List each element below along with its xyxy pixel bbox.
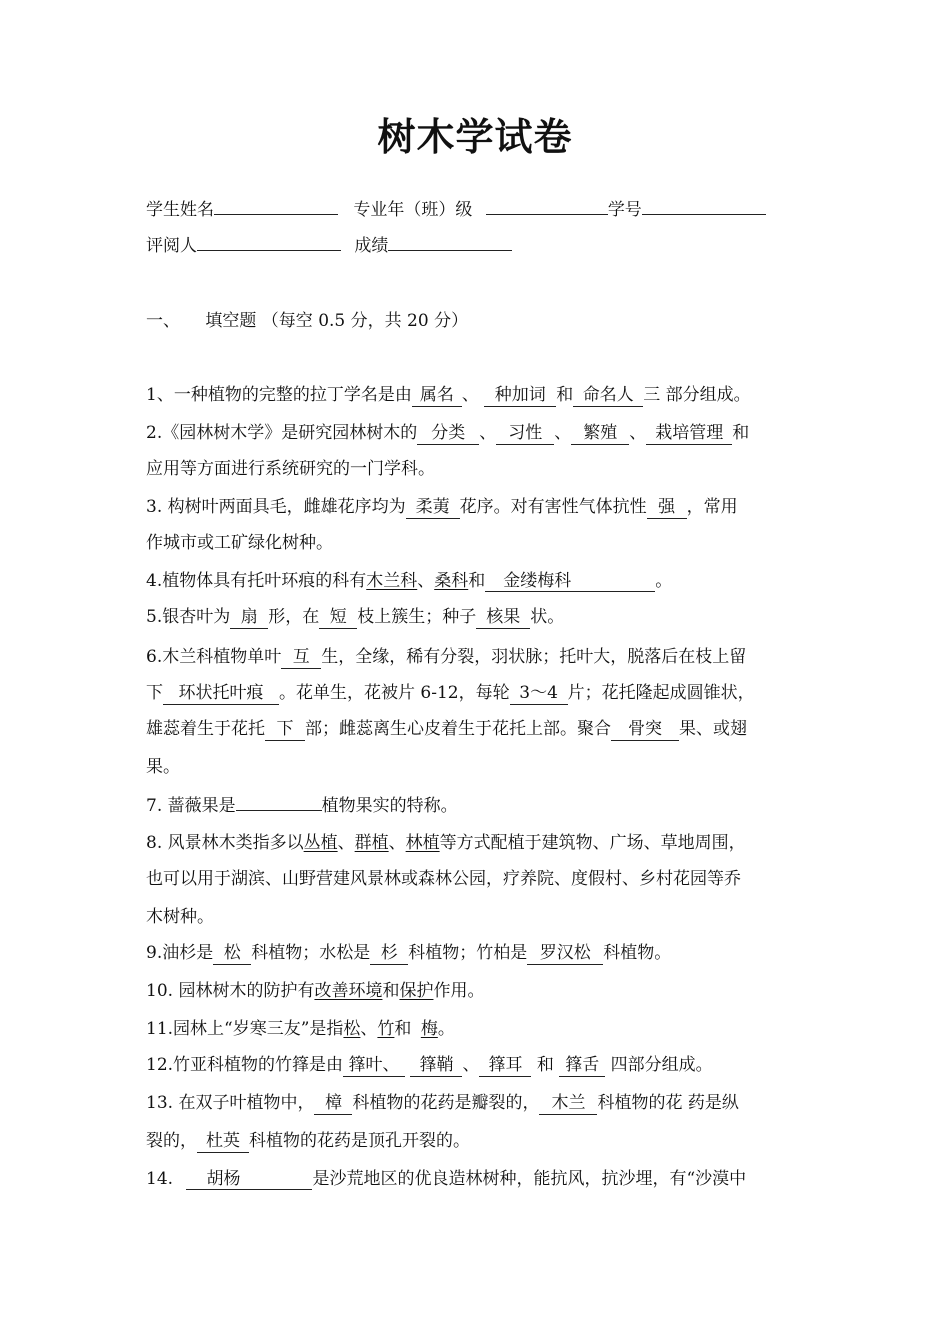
q2-sep-2: 、	[554, 423, 572, 443]
q11-text: 11.园林上“岁寒三友”是指	[146, 1019, 344, 1039]
section-heading	[146, 308, 468, 334]
question-1	[146, 382, 751, 408]
score-blank[interactable]	[388, 232, 512, 251]
q4-sep-1: 、	[417, 571, 435, 591]
q10-suffix: 作用。	[433, 981, 485, 1001]
question-13-line-2	[146, 1128, 470, 1154]
question-4	[146, 568, 672, 594]
q10-answer-1: 改善环境	[314, 981, 383, 1001]
q13-answer-1: 樟	[314, 1092, 352, 1115]
q11-answer-3: 梅	[420, 1019, 438, 1039]
q6-answer-3: 3～4	[510, 682, 568, 705]
q2-answer-3: 繁殖	[571, 422, 629, 445]
q9-suffix: 科植物。	[603, 943, 672, 963]
q5-text: 5.银杏叶为	[146, 607, 231, 627]
q8-answer-3: 林植	[405, 833, 440, 853]
q10-text: 10. 园林树木的防护有	[146, 981, 315, 1001]
question-6-line-3	[146, 716, 747, 742]
reviewer-label: 评阅人	[146, 236, 197, 256]
q5-mid-1: 形，在	[268, 607, 320, 627]
q8-suffix: 等方式配植于建筑物、广场、草地周围，	[439, 833, 746, 853]
q4-sep-2: 和	[468, 571, 486, 591]
q12-sep-2: 、	[462, 1055, 480, 1075]
question-2	[146, 420, 749, 446]
question-6	[146, 644, 746, 670]
q3-suffix: ，常用	[686, 497, 738, 517]
question-3	[146, 494, 738, 520]
q2-answer-2: 习性	[496, 422, 554, 445]
q12-sep-3: 和	[536, 1055, 554, 1075]
q12-text: 12.竹亚科植物的竹箨是由	[146, 1055, 344, 1075]
q1-answer-2: 种加词	[484, 384, 556, 407]
q4-answer-3: 金缕梅科	[485, 570, 655, 592]
q7-suffix: 植物果实的特称。	[321, 796, 458, 816]
header-line-1	[146, 196, 766, 222]
question-9	[146, 940, 671, 966]
q5-suffix: 状。	[530, 607, 565, 627]
q10-answer-2: 保护	[399, 981, 434, 1001]
section-title: 填空题 （每空 0.5 分，共 20 分）	[205, 311, 469, 331]
question-11	[146, 1016, 455, 1042]
q12-answer-3: 箨耳	[479, 1054, 531, 1077]
q11-answer-1: 松	[343, 1019, 361, 1039]
q3-mid: 花序。对有害性气体抗性	[459, 497, 647, 517]
student-name-blank[interactable]	[214, 196, 338, 215]
student-id-blank[interactable]	[642, 196, 766, 215]
q2-answer-1: 分类	[417, 422, 479, 445]
score-label: 成绩	[354, 236, 389, 256]
q13-line2-suffix: 科植物的花药是顶孔开裂的。	[249, 1131, 470, 1151]
q5-answer-1: 扇	[230, 606, 268, 629]
major-label: 专业年（班）级	[353, 200, 473, 220]
q12-answer-1: 箨叶、	[343, 1054, 405, 1077]
q3-answer-1: 柔荑	[406, 496, 460, 519]
q10-sep-1: 和	[382, 981, 400, 1001]
q12-suffix: 四部分组成。	[610, 1055, 713, 1075]
q13-answer-2: 木兰	[539, 1092, 597, 1115]
major-blank[interactable]	[486, 196, 608, 215]
q2-text: 2.《园林树木学》是研究园林树木的	[146, 423, 418, 443]
q11-sep-1: 、	[360, 1019, 378, 1039]
q9-answer-3: 罗汉松	[527, 942, 603, 965]
q8-answer-1: 丛植	[303, 833, 338, 853]
reviewer-blank[interactable]	[197, 232, 341, 251]
student-name-label: 学生姓名	[146, 200, 214, 220]
q4-suffix: 。	[655, 571, 673, 591]
q6-line2-mid: 。花单生，花被片 6-12，每轮	[279, 683, 510, 703]
q13-answer-3: 杜英	[197, 1130, 249, 1153]
q12-answer-4: 箨舌	[559, 1054, 605, 1077]
q14-text: 14.	[146, 1169, 174, 1189]
q6-text: 6.木兰科植物单叶	[146, 647, 282, 667]
q14-suffix: 是沙荒地区的优良造林树种，能抗风，抗沙埋，有“沙漠中	[312, 1169, 747, 1189]
q5-answer-3: 核果	[476, 606, 530, 629]
q6-answer-5: 骨突	[611, 718, 679, 741]
exam-title: 树木学试卷	[377, 115, 573, 159]
question-7	[146, 792, 458, 818]
question-8-line-2: 也可以用于湖滨、山野营建风景林或森林公园，疗养院、度假村、乡村花园等乔	[146, 869, 741, 889]
q2-answer-4: 栽培管理	[646, 422, 732, 445]
q9-answer-2: 杉	[370, 942, 408, 965]
student-id-label: 学号	[607, 200, 642, 220]
q13-mid-2: 科植物的花 药是纵	[597, 1093, 739, 1113]
q1-sep-1: 、	[461, 385, 479, 405]
header-line-2	[146, 232, 512, 258]
question-12	[146, 1052, 713, 1078]
q7-blank[interactable]	[236, 792, 322, 811]
q1-answer-1: 属名	[412, 384, 462, 407]
q6-mid-1: 生，全缘，稀有分裂，羽状脉；托叶大，脱落后在枝上留	[321, 647, 747, 667]
q1-sep-2: 和	[556, 385, 574, 405]
q9-mid-2: 科植物；竹柏是	[408, 943, 528, 963]
q2-suffix: 和	[732, 423, 750, 443]
q6-answer-4: 下	[265, 718, 305, 741]
q6-line2-prefix: 下	[146, 683, 163, 703]
q1-suffix: 三 部分组成。	[643, 385, 751, 405]
q9-answer-1: 松	[213, 942, 251, 965]
q13-text: 13. 在双子叶植物中，	[146, 1093, 315, 1113]
question-5	[146, 604, 564, 630]
q4-answer-1: 木兰科	[366, 571, 418, 591]
q8-sep-1: 、	[337, 833, 355, 853]
q6-line2-suffix: 片；花托隆起成圆锥状，	[567, 683, 755, 703]
q11-sep-2: 和	[394, 1019, 412, 1039]
q14-answer-1: 胡杨	[186, 1168, 312, 1190]
question-14	[146, 1166, 746, 1192]
q6-line3-suffix: 果、或翅	[679, 719, 747, 739]
q11-suffix: 。	[437, 1019, 455, 1039]
q2-sep-3: 、	[629, 423, 647, 443]
question-6-line-4: 果。	[146, 757, 180, 777]
q7-text: 7. 蔷薇果是	[146, 796, 236, 816]
q13-mid-1: 科植物的花药是瓣裂的，	[352, 1093, 540, 1113]
q1-answer-3: 命名人	[573, 384, 643, 407]
q6-answer-1: 互	[281, 646, 321, 669]
q6-line3-mid: 部；雌蕊离生心皮着生于花托上部。聚合	[305, 719, 611, 739]
q12-answer-2: 箨鞘	[410, 1054, 462, 1077]
q6-line3-prefix: 雄蕊着生于花托	[146, 719, 265, 739]
q1-text: 1、一种植物的完整的拉丁学名是由	[146, 385, 412, 405]
q2-sep-1: 、	[479, 423, 497, 443]
question-13	[146, 1090, 739, 1116]
q8-sep-2: 、	[388, 833, 406, 853]
q9-text: 9.油杉是	[146, 943, 214, 963]
section-number: 一、	[146, 311, 180, 331]
question-10	[146, 978, 484, 1004]
q8-answer-2: 群植	[354, 833, 389, 853]
q11-answer-2: 竹	[377, 1019, 395, 1039]
q5-answer-2: 短	[319, 606, 357, 629]
question-6-line-2	[146, 680, 755, 706]
q5-mid-2: 枝上簇生；种子	[357, 607, 477, 627]
question-8-line-3: 木树种。	[146, 907, 214, 927]
q4-text: 4.植物体具有托叶环痕的科有	[146, 571, 367, 591]
q6-answer-2: 环状托叶痕	[163, 682, 279, 705]
question-2-line-2: 应用等方面进行系统研究的一门学科。	[146, 459, 435, 479]
q3-text: 3. 构树叶两面具毛，雌雄花序均为	[146, 497, 406, 517]
question-8	[146, 830, 746, 856]
q8-text: 8. 风景林木类指多以	[146, 833, 304, 853]
q3-answer-2: 强	[647, 496, 687, 519]
question-3-line-2: 作城市或工矿绿化树种。	[146, 533, 333, 553]
q4-answer-2: 桑科	[434, 571, 469, 591]
q9-mid-1: 科植物；水松是	[251, 943, 371, 963]
q13-line2-prefix: 裂的，	[146, 1131, 197, 1151]
